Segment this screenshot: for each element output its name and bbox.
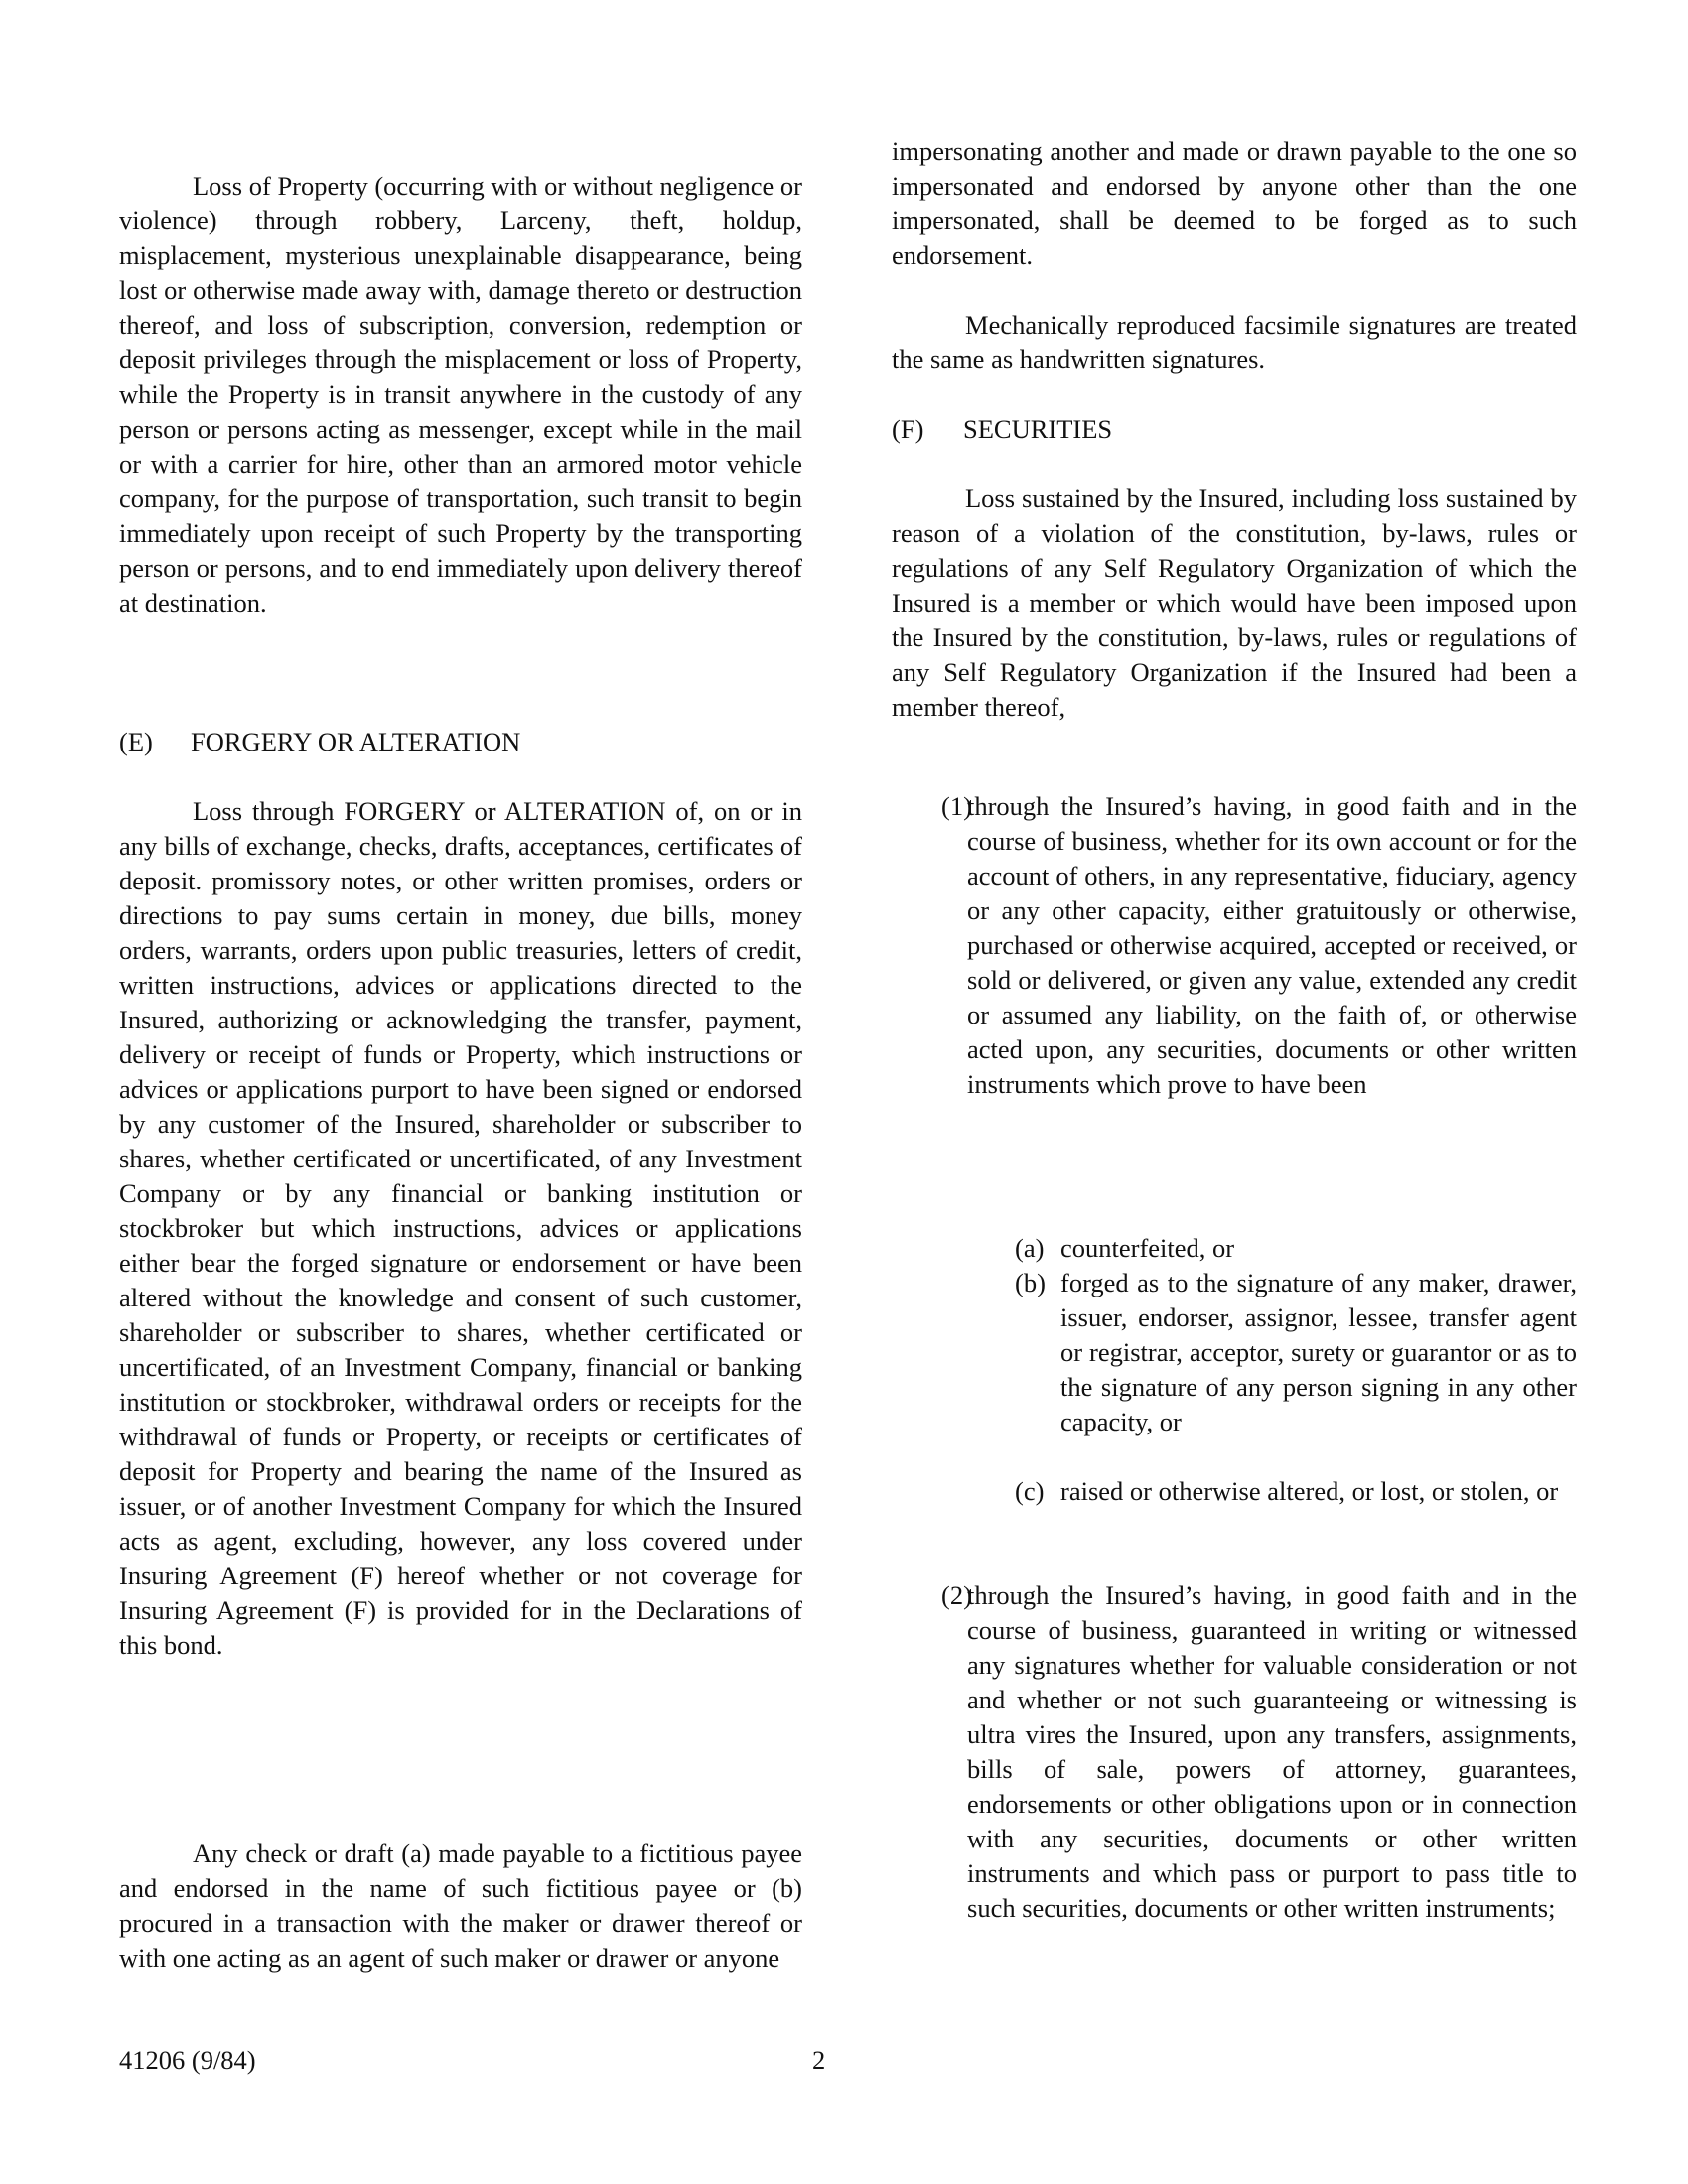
transit-loss-paragraph: Loss of Property (occurring with or without negligence or violence) through robbery, Larceny, theft, holdup, misplacement, mysterious unexplainable disappearance, being lost or otherwise made away with, damage thereto or destruction thereof, and loss of subscription, conversion, redemption or deposit privileges through the misplacement or loss of Property, while the Property is in transit anywhere in the custody of any person or persons acting as messenger, except while in the mail or with a carrier for hire, other than an armored motor vehicle company, for the purpose of transportation, such transit to begin immediately upon receipt of such Property by the transporting person or persons, and to end immediately upon delivery thereof at destination. bbox=[119, 171, 802, 617]
section-f-letter: (F) bbox=[892, 414, 924, 444]
section-e-heading bbox=[119, 725, 802, 759]
section-f-title: SECURITIES bbox=[963, 414, 1113, 444]
securities-subitem-b bbox=[892, 1266, 1577, 1439]
securities-subitem-c bbox=[892, 1474, 1577, 1509]
item-number: (1) bbox=[941, 791, 972, 821]
item-text: through the Insured’s having, in good faith and in the course of business, guaranteed in writing or witnessed any signatures whether for valuable consideration or not and whether or not such guaranteeing or witnessing is ultra vires the Insured, upon any transfers, assignments, bills of sale, powers of attorney, guarantees, endorsements or other obligations upon or in connection with any securities, documents or other written instruments and which pass or purport to pass title to such securities, documents or other written instruments; bbox=[967, 1580, 1577, 1923]
item-number: (2) bbox=[941, 1580, 972, 1610]
facsimile-paragraph: Mechanically reproduced facsimile signatures are treated the same as handwritten signatures. bbox=[892, 310, 1577, 374]
page-number: 2 bbox=[812, 2045, 826, 2075]
forgery-paragraph: Loss through FORGERY or ALTERATION of, on or in any bills of exchange, checks, drafts, acceptances, certificates of deposit. promissory notes, or other written promises, orders or directions to pay sums certain in money, due bills, money orders, warrants, orders upon public treasuries, letters of credit, written instructions, advices or applications directed to the Insured, authorizing or acknowledging the transfer, payment, delivery or receipt of funds or Property, which instructions or advices or applications purport to have been signed or endorsed by any customer of the Insured, shareholder or subscriber to shares, whether certificated or uncertificated, of any Investment Company or by any financial or banking institution or stockbroker but which instructions, advices or applications either bear the forged signature or endorsement or have been altered without the knowledge and consent of such customer, shareholder or subscriber to shares, whether certificated or uncertificated, of an Investment Company, financial or banking institution or stockbroker, withdrawal orders or receipts for the withdrawal of funds or Property, or receipts or certificates of deposit for Property and bearing the name of the Insured as issuer, or of another Investment Company for which the Insured acts as agent, excluding, however, any loss covered under Insuring Agreement (F) hereof whether or not coverage for Insuring Agreement (F) is provided for in the Declarations of this bond. bbox=[119, 796, 802, 1660]
fictitious-payee-paragraph-start: Any check or draft (a) made payable to a fictitious payee and endorsed in the name of such fictitious payee or (b) procured in a transaction with the maker or drawer thereof or with one acting as an agent of such maker or drawer or anyone bbox=[119, 1839, 802, 1973]
section-f-heading bbox=[892, 412, 1577, 447]
fictitious-payee-paragraph-end: impersonating another and made or drawn payable to the one so impersonated and endorsed by anyone other than the one impersonated, shall be deemed to be forged as to such endorsement. bbox=[892, 136, 1577, 270]
section-e-letter: (E) bbox=[119, 727, 153, 756]
item-text: through the Insured’s having, in good faith and in the course of business, whether for its own account or for the account of others, in any representative, fiduciary, agency or any other capacity, either gratuitously or otherwise, purchased or otherwise acquired, accepted or received, or sold or delivered, or given any value, extended any credit or assumed any liability, on the faith of, or otherwise acted upon, any securities, documents or other written instruments which prove to have been bbox=[967, 791, 1577, 1099]
subitem-letter: (c) bbox=[1015, 1476, 1045, 1506]
subitem-text: forged as to the signature of any maker, drawer, issuer, endorser, assignor, lessee, transfer agent or registrar, acceptor, surety or guarantor or as to the signature of any person signing in any other capacity, or bbox=[1060, 1268, 1577, 1436]
subitem-text: raised or otherwise altered, or lost, or stolen, or bbox=[1060, 1476, 1559, 1506]
securities-item-1 bbox=[892, 789, 1577, 1102]
subitem-text: counterfeited, or bbox=[1060, 1233, 1235, 1263]
securities-intro-paragraph: Loss sustained by the Insured, including loss sustained by reason of a violation of the constitution, by-laws, rules or regulations of any Self Regulatory Organization of which the Insured is a member or which would have been imposed upon the Insured by the constitution, by-laws, rules or regulations of any Self Regulatory Organization if the Insured had been a member thereof, bbox=[892, 483, 1577, 722]
securities-subitem-a bbox=[892, 1231, 1577, 1266]
section-e-title: FORGERY OR ALTERATION bbox=[191, 727, 521, 756]
subitem-letter: (a) bbox=[1015, 1233, 1045, 1263]
subitem-letter: (b) bbox=[1015, 1268, 1046, 1297]
form-number: 41206 (9/84) bbox=[119, 2045, 256, 2075]
securities-item-2 bbox=[892, 1578, 1577, 1926]
